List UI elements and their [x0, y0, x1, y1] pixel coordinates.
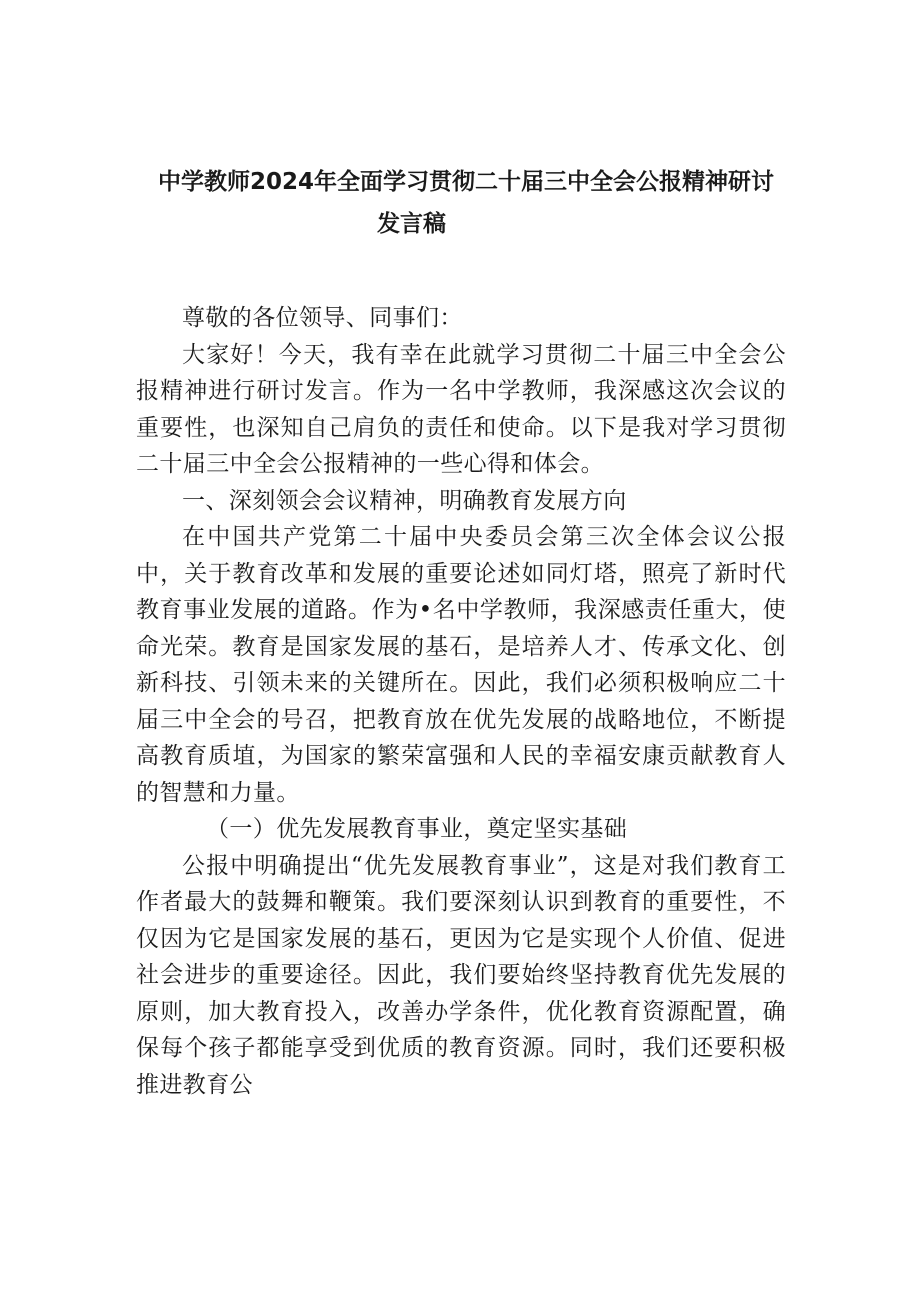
salutation: 尊敬的各位领导、同事们：	[182, 305, 463, 331]
subsection-heading-1: （一）优先发展教育事业，奠定坚实基础	[206, 816, 628, 842]
paragraph-intro: 大家好！今天，我有幸在此就学习贯彻二十届三中全会公报精神进行研讨发言。作为一名中学教师，我深感这次会议的重要性，也深知自己肩负的责任和使命。以下是我对学习贯彻二十届三中全会公报精神的一些心得和体会。	[136, 341, 786, 477]
paragraph-section-1: 在中国共产党第二十届中央委员会第三次全体会议公报中，关于教育改革和发展的重要论述如同灯塔，照亮了新时代教育事业发展的道路。作为•名中学教师，我深感责任重大，使命光荣。教育是国家发展的基石，是培养人才、传承文化、创新科技、引领未来的关键所在。因此，我们必须积极响应二十届三中全会的号召，把教育放在优先发展的战略地位，不断提高教育质埴，为国家的繁荣富强和人民的幸福安康贡献教育人的智慧和力量。	[136, 524, 786, 806]
title-line-2: 发言稿	[377, 211, 446, 237]
section-heading-1: 一、深刻领会会议精神，明确教育发展方向	[182, 487, 627, 514]
title-line-1: 中学教师2024年全面学习贯彻二十届三中全会公报精神研讨	[158, 169, 775, 195]
paragraph-subsection-1: 公报中明确提出“优先发展教育事业”，这是对我们教育工作者最大的鼓舞和鞭策。我们要深刻认识到教育的重要性，不仅因为它是国家发展的基石，更因为它是实现个人价值、促进社会进步的重要途径。因此，我们要始终坚持教育优先发展的原则，加大教育投入，改善办学条件，优化教育资源配置，确保每个孩子都能享受到优质的教育资源。同时，我们还要积极推进教育公	[136, 852, 786, 1098]
document-title	[136, 164, 786, 242]
document-body	[136, 300, 786, 1103]
